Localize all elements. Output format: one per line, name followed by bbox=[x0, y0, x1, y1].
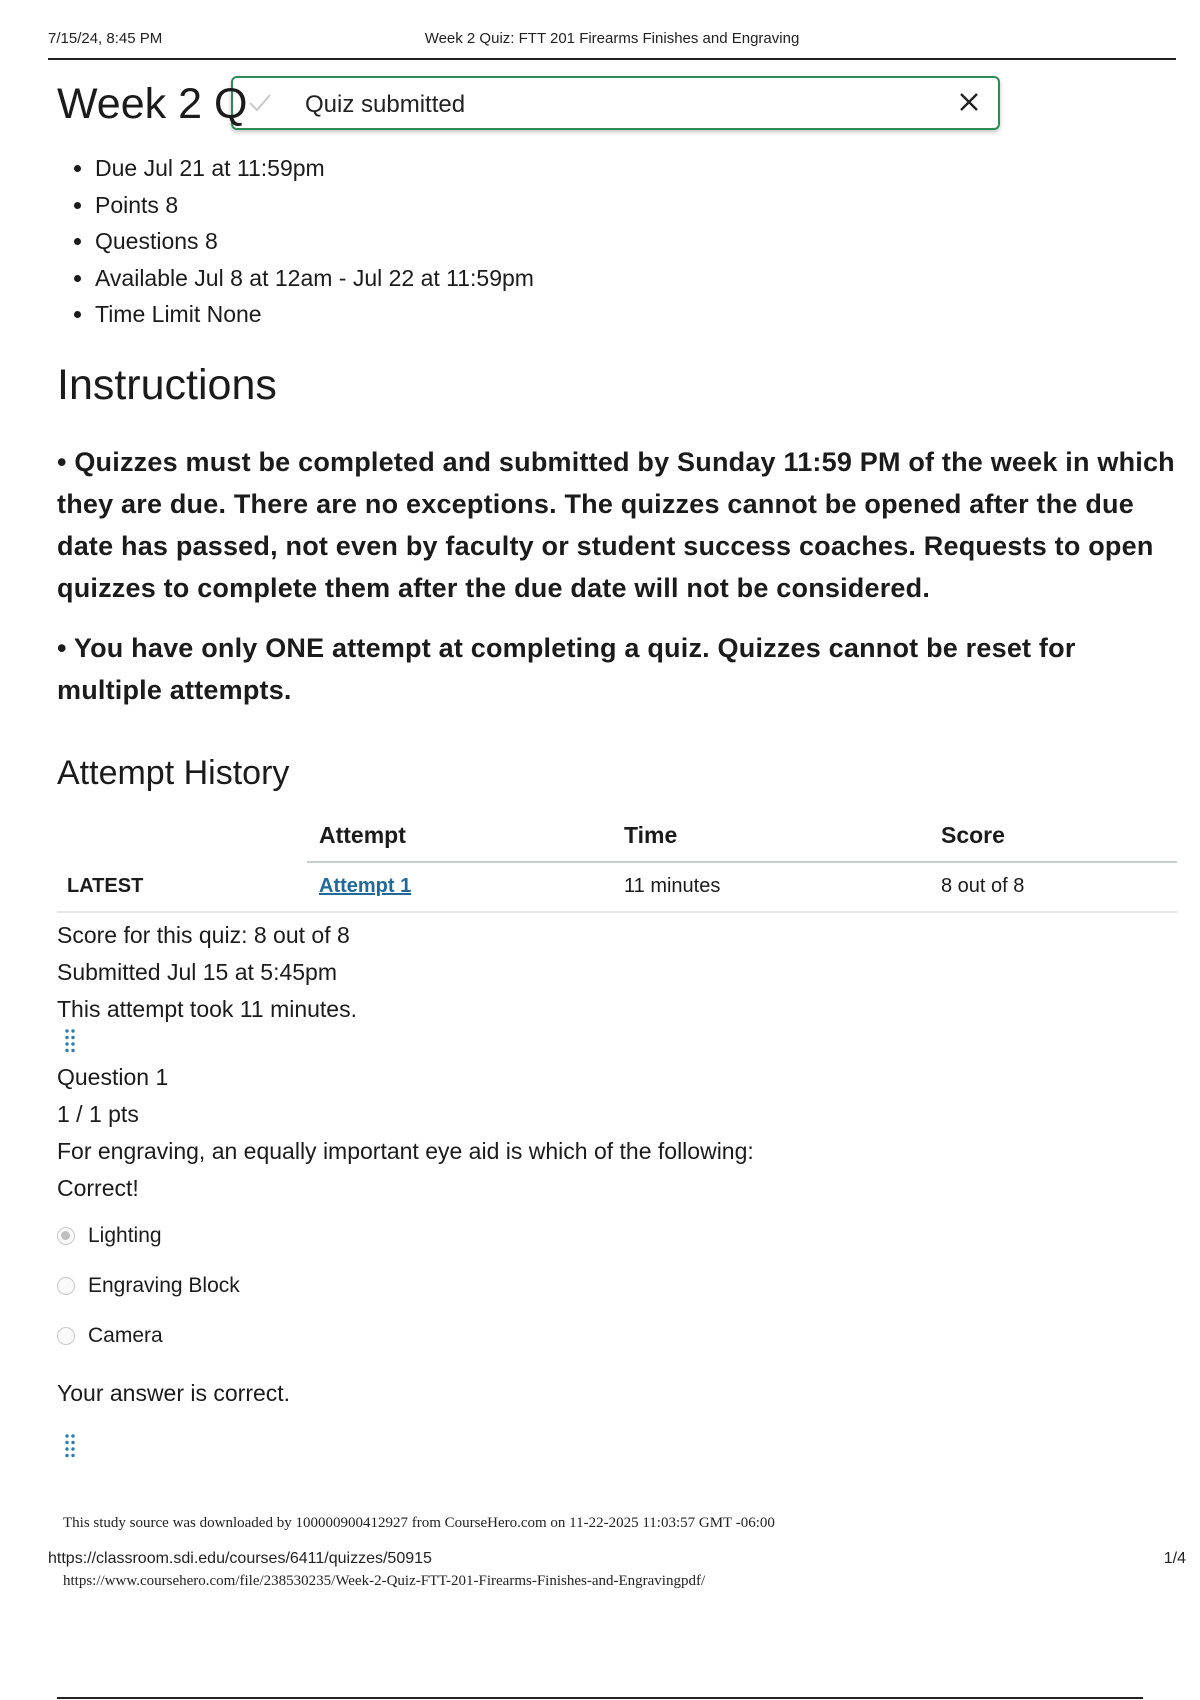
question-prompt: For engraving, an equally important eye aid is which of the following: bbox=[57, 1137, 754, 1164]
quiz-detail-questions: • Questions 8 bbox=[95, 223, 1177, 260]
answer-option-engraving-block[interactable] bbox=[57, 1261, 1177, 1311]
quiz-detail-points: • Points 8 bbox=[95, 187, 1177, 224]
column-header-attempt: Attempt bbox=[307, 811, 612, 862]
answer-feedback: Your answer is correct. bbox=[57, 1379, 291, 1406]
question-title: Question 1 bbox=[57, 1063, 169, 1090]
latest-label: LATEST bbox=[57, 862, 307, 912]
column-header-score: Score bbox=[929, 811, 1177, 862]
quiz-detail-due: • Due Jul 21 at 11:59pm bbox=[95, 150, 1177, 187]
answer-label: Engraving Block bbox=[88, 1273, 240, 1297]
submitted-time: Submitted Jul 15 at 5:45pm bbox=[57, 958, 337, 985]
toast-message: Quiz submitted bbox=[305, 91, 466, 118]
instructions-body bbox=[57, 441, 1177, 711]
download-source-note: This study source was downloaded by 100000900412927 from CourseHero.com on 11-22-2025 11:03:57 GMT -06:00 bbox=[63, 1515, 775, 1531]
attempt-time: 11 minutes bbox=[612, 862, 929, 912]
attempt-history-heading: Attempt History bbox=[57, 753, 290, 792]
answer-options bbox=[57, 1211, 1177, 1361]
radio-unselected[interactable] bbox=[57, 1327, 75, 1345]
answer-option-camera[interactable] bbox=[57, 1311, 1177, 1361]
attempt-history-table bbox=[57, 811, 1177, 913]
instructions-paragraph: • You have only ONE attempt at completing a quiz. Quizzes cannot be reset for multiple attempts. bbox=[57, 632, 1076, 705]
quiz-detail-available: • Available Jul 8 at 12am - Jul 22 at 11:59pm bbox=[95, 260, 1177, 297]
table-header-row bbox=[57, 811, 1177, 862]
radio-unselected[interactable] bbox=[57, 1277, 75, 1295]
question-result: Correct! bbox=[57, 1174, 139, 1201]
attempt-duration: This attempt took 11 minutes. bbox=[57, 995, 357, 1022]
attempt-summary bbox=[57, 917, 1177, 1028]
attempt-score: 8 out of 8 bbox=[929, 862, 1177, 912]
table-row bbox=[57, 862, 1177, 912]
drag-handle-icon[interactable] bbox=[63, 1433, 77, 1459]
column-header-time: Time bbox=[612, 811, 929, 862]
print-header bbox=[48, 30, 1176, 60]
quiz-detail-time-limit: • Time Limit None bbox=[95, 296, 1177, 333]
instructions-paragraph: • Quizzes must be completed and submitted by Sunday 11:59 PM of the week in which they are due. There are no exceptions. The quizzes cannot be opened after the due date has passed, not even by faculty or student success coaches. Requests to open quizzes to complete them after the due date will not be considered. bbox=[57, 446, 1175, 603]
question-1 bbox=[57, 1059, 1177, 1413]
question-points: 1 / 1 pts bbox=[57, 1100, 139, 1127]
answer-option-lighting[interactable] bbox=[57, 1211, 1177, 1261]
radio-selected[interactable] bbox=[57, 1227, 75, 1245]
drag-handle-icon[interactable] bbox=[63, 1028, 77, 1054]
quiz-content bbox=[57, 70, 1177, 1464]
instructions-heading: Instructions bbox=[57, 360, 277, 409]
column-header-label bbox=[57, 811, 307, 862]
source-url: https://www.coursehero.com/file/238530235/Week-2-Quiz-FTT-201-Firearms-Finishes-and-Engravingpdf/ bbox=[63, 1573, 706, 1589]
answer-label: Camera bbox=[88, 1323, 163, 1347]
quiz-score: Score for this quiz: 8 out of 8 bbox=[57, 921, 350, 948]
answer-label: Lighting bbox=[88, 1223, 162, 1247]
page-title: Week 2 Q bbox=[57, 80, 248, 128]
attempt-cell bbox=[307, 862, 612, 912]
quiz-details-list bbox=[57, 150, 1177, 333]
print-date: 7/15/24, 8:45 PM bbox=[48, 30, 163, 47]
bottom-divider bbox=[57, 1697, 1143, 1699]
print-document-title: Week 2 Quiz: FTT 201 Firearms Finishes and Engraving bbox=[424, 30, 800, 47]
page-url: https://classroom.sdi.edu/courses/6411/quizzes/50915 bbox=[48, 1550, 432, 1567]
page-number: 1/4 bbox=[1163, 1550, 1186, 1567]
attempt-1-link[interactable]: Attempt 1 bbox=[319, 875, 412, 897]
